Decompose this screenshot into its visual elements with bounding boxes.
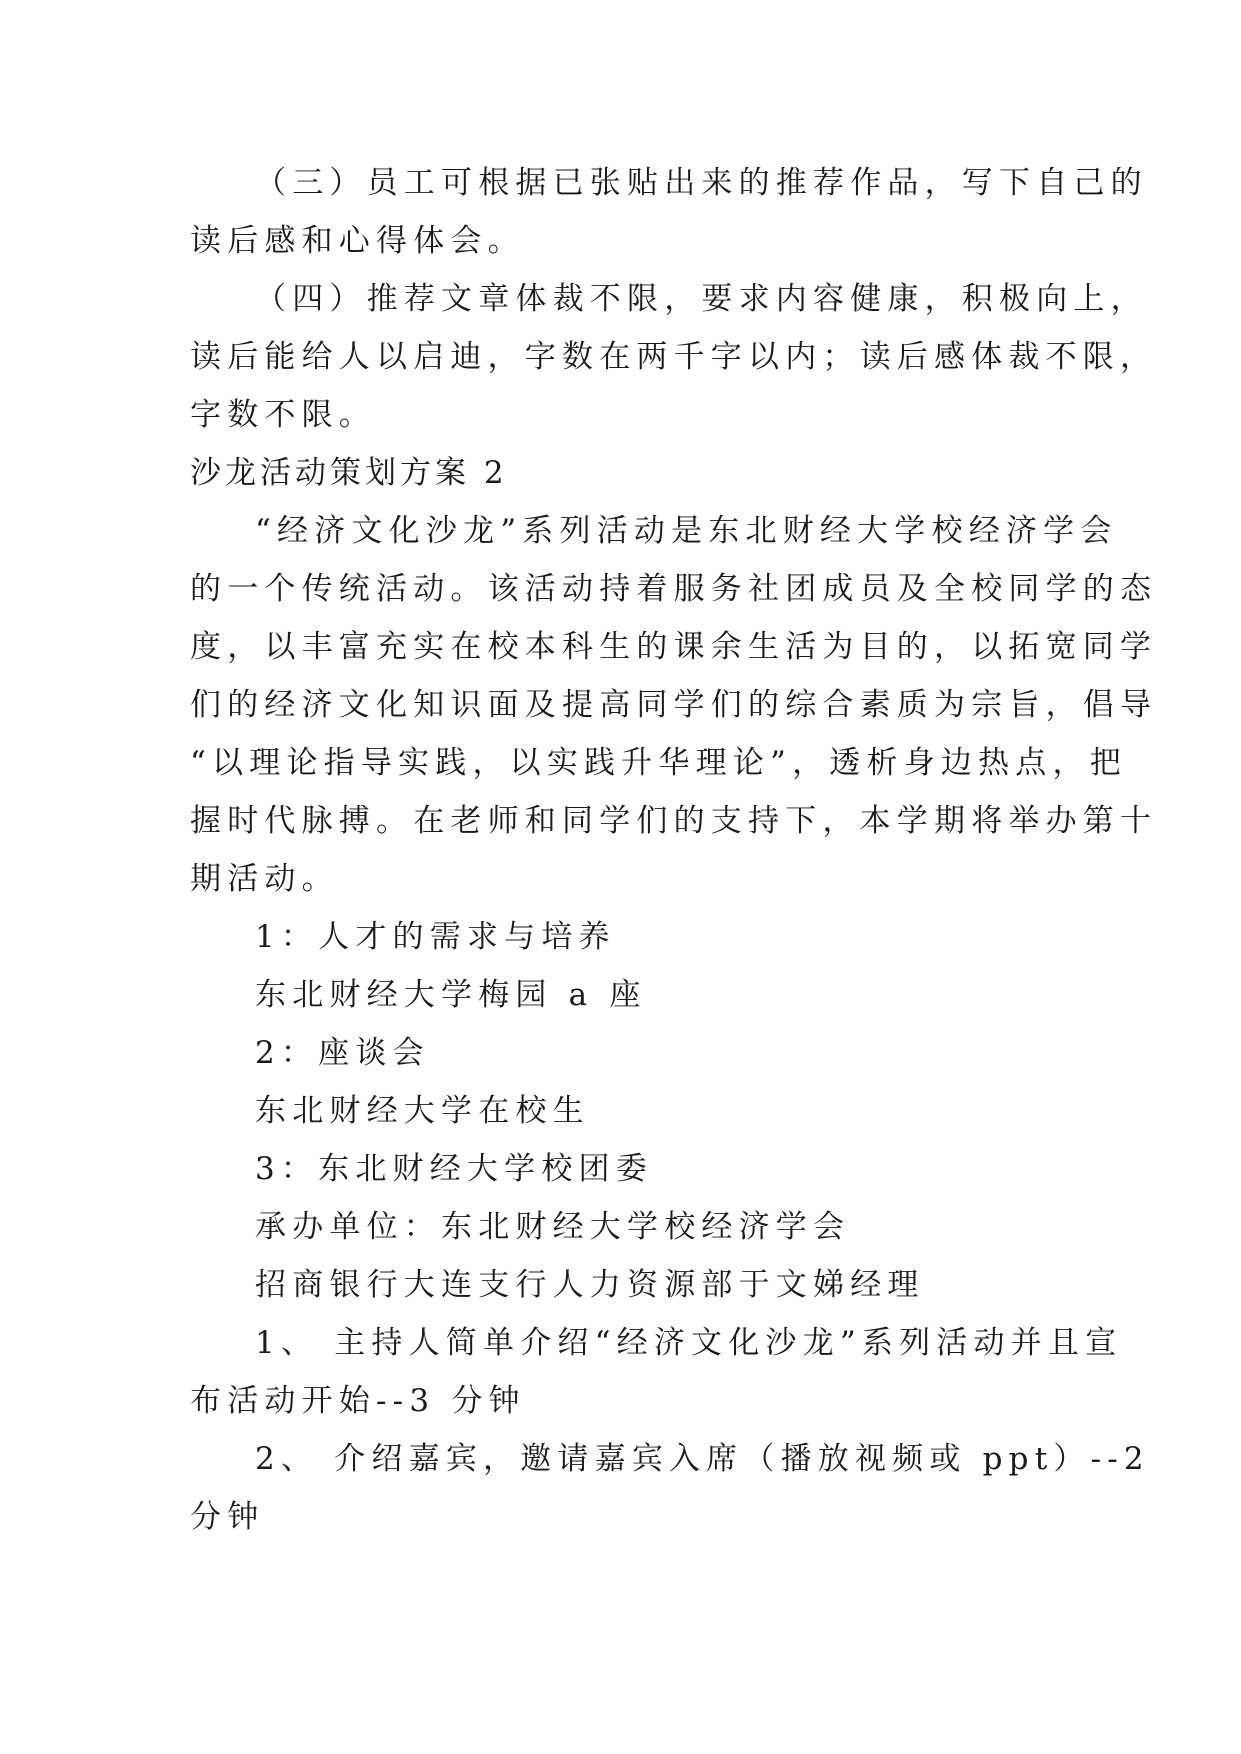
list-item: 承办单位：东北财经大学校经济学会	[255, 1209, 851, 1245]
paragraph-line: （三）员工可根据已张贴出来的推荐作品，写下自己的	[255, 165, 1148, 201]
list-item: 1：人才的需求与培养	[255, 919, 616, 955]
agenda-item: 1、 主持人简单介绍“经济文化沙龙”系列活动并且宣	[255, 1325, 1123, 1361]
paragraph-line: 期活动。	[190, 861, 339, 897]
agenda-item-continued: 分钟	[190, 1499, 265, 1535]
paragraph-line: （四）推荐文章体裁不限，要求内容健康，积极向上，	[255, 281, 1148, 317]
paragraph-line: “经济文化沙龙”系列活动是东北财经大学校经济学会	[255, 513, 1118, 549]
agenda-item: 2、 介绍嘉宾，邀请嘉宾入席（播放视频或 ppt）--2	[255, 1441, 1150, 1477]
list-item: 东北财经大学梅园 a 座	[255, 977, 647, 1013]
paragraph-line: 读后能给人以启迪，字数在两千字以内；读后感体裁不限，	[190, 339, 1158, 375]
list-item: 招商银行大连支行人力资源部于文娣经理	[255, 1267, 925, 1303]
list-item: 2：座谈会	[255, 1035, 430, 1071]
list-item: 东北财经大学在校生	[255, 1093, 590, 1129]
paragraph-line: 握时代脉搏。在老师和同学们的支持下，本学期将举办第十	[190, 803, 1158, 839]
paragraph-line: 的一个传统活动。该活动持着服务社团成员及全校同学的态	[190, 571, 1158, 607]
agenda-item-continued: 布活动开始--3 分钟	[190, 1383, 526, 1419]
list-item: 3：东北财经大学校团委	[255, 1151, 653, 1187]
paragraph-line: 读后感和心得体会。	[190, 223, 525, 259]
paragraph-line: “以理论指导实践，以实践升华理论”，透析身边热点，把	[190, 745, 1127, 781]
paragraph-line: 度，以丰富充实在校本科生的课余生活为目的，以拓宽同学	[190, 629, 1158, 665]
paragraph-line: 们的经济文化知识面及提高同学们的综合素质为宗旨，倡导	[190, 687, 1158, 723]
section-heading: 沙龙活动策划方案 2	[190, 455, 508, 491]
paragraph-line: 字数不限。	[190, 397, 376, 433]
